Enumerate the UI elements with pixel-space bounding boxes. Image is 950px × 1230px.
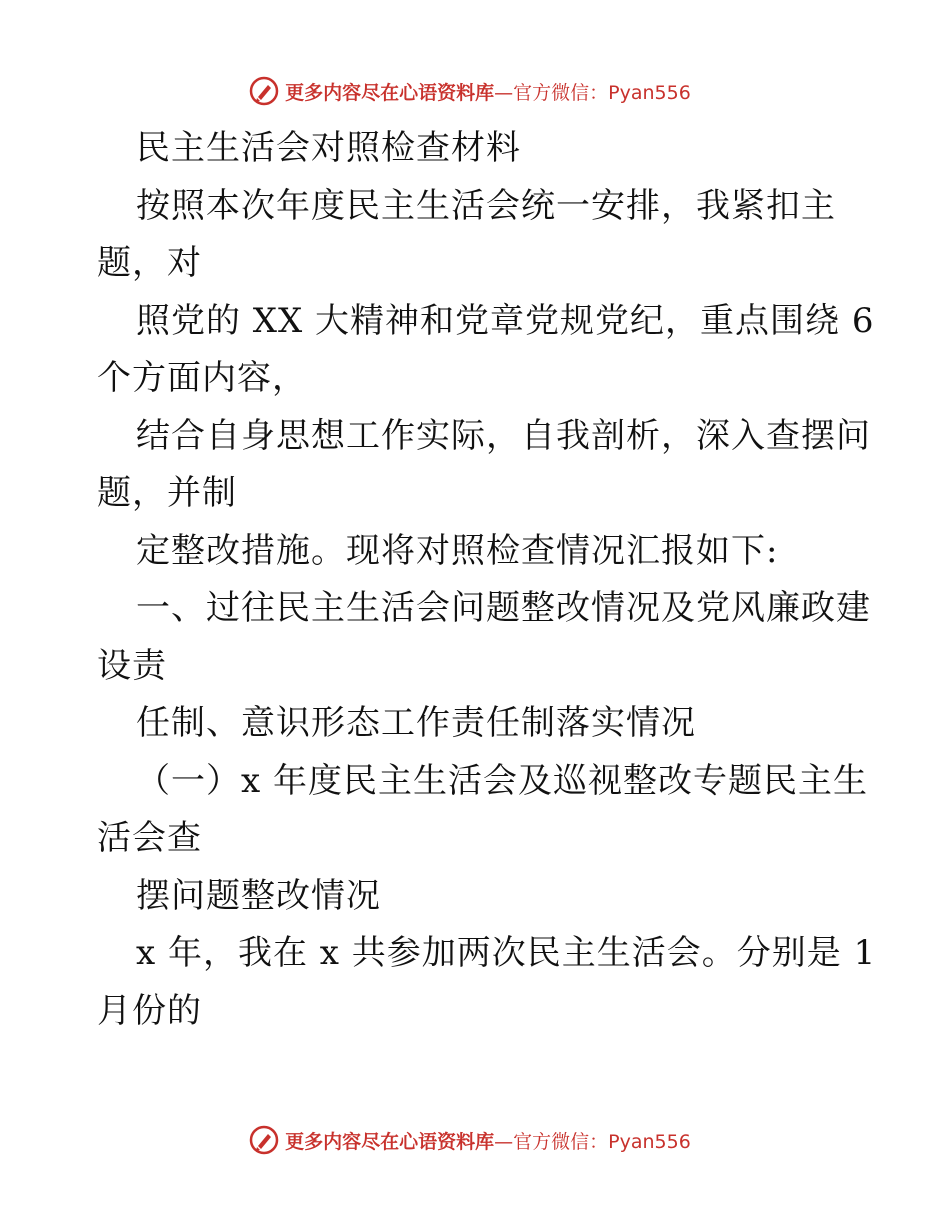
paragraph-line: 定整改措施。现将对照检查情况汇报如下: — [136, 530, 779, 571]
paragraph-line: 按照本次年度民主生活会统一安排，我紧扣主 — [136, 185, 836, 226]
paragraph-line: 结合自身思想工作实际，自我剖析，深入查摆问 — [136, 415, 871, 456]
paragraph-line: 个方面内容， — [97, 358, 307, 398]
doc-title: 民主生活会对照检查材料 — [136, 128, 521, 168]
section-heading: 任制、意识形态工作责任制落实情况 — [136, 703, 696, 743]
paragraph-line: 题，并制 — [97, 473, 237, 513]
pen-logo-icon — [249, 1125, 279, 1155]
watermark-main-text: 更多内容尽在心语资料库 — [285, 1130, 495, 1153]
watermark-main-text: 更多内容尽在心语资料库 — [285, 81, 495, 104]
section-heading: 一、过往民主生活会问题整改情况及党风廉政建 — [136, 588, 871, 628]
subsection-heading: 活会查 — [97, 818, 202, 858]
paragraph-line: 题，对 — [97, 243, 202, 283]
paragraph-line: 月份的 — [97, 990, 202, 1031]
paragraph-line: 照党的 XX 大精神和党章党规党纪，重点围绕 6 — [136, 300, 875, 341]
paragraph-line: x 年，我在 x 共参加两次民主生活会。分别是 1 — [136, 933, 877, 973]
watermark-suffix-text: —官方微信：Pyan556 — [494, 81, 691, 104]
watermark-suffix-text: —官方微信：Pyan556 — [494, 1130, 691, 1153]
section-heading: 设责 — [97, 645, 167, 686]
pen-logo-icon — [249, 76, 279, 106]
document-body — [97, 120, 877, 1040]
header-watermark — [0, 71, 950, 111]
subsection-heading: （一）x 年度民主生活会及巡视整改专题民主生 — [136, 760, 868, 801]
subsection-heading: 摆问题整改情况 — [136, 875, 381, 916]
footer-watermark — [0, 1120, 950, 1160]
